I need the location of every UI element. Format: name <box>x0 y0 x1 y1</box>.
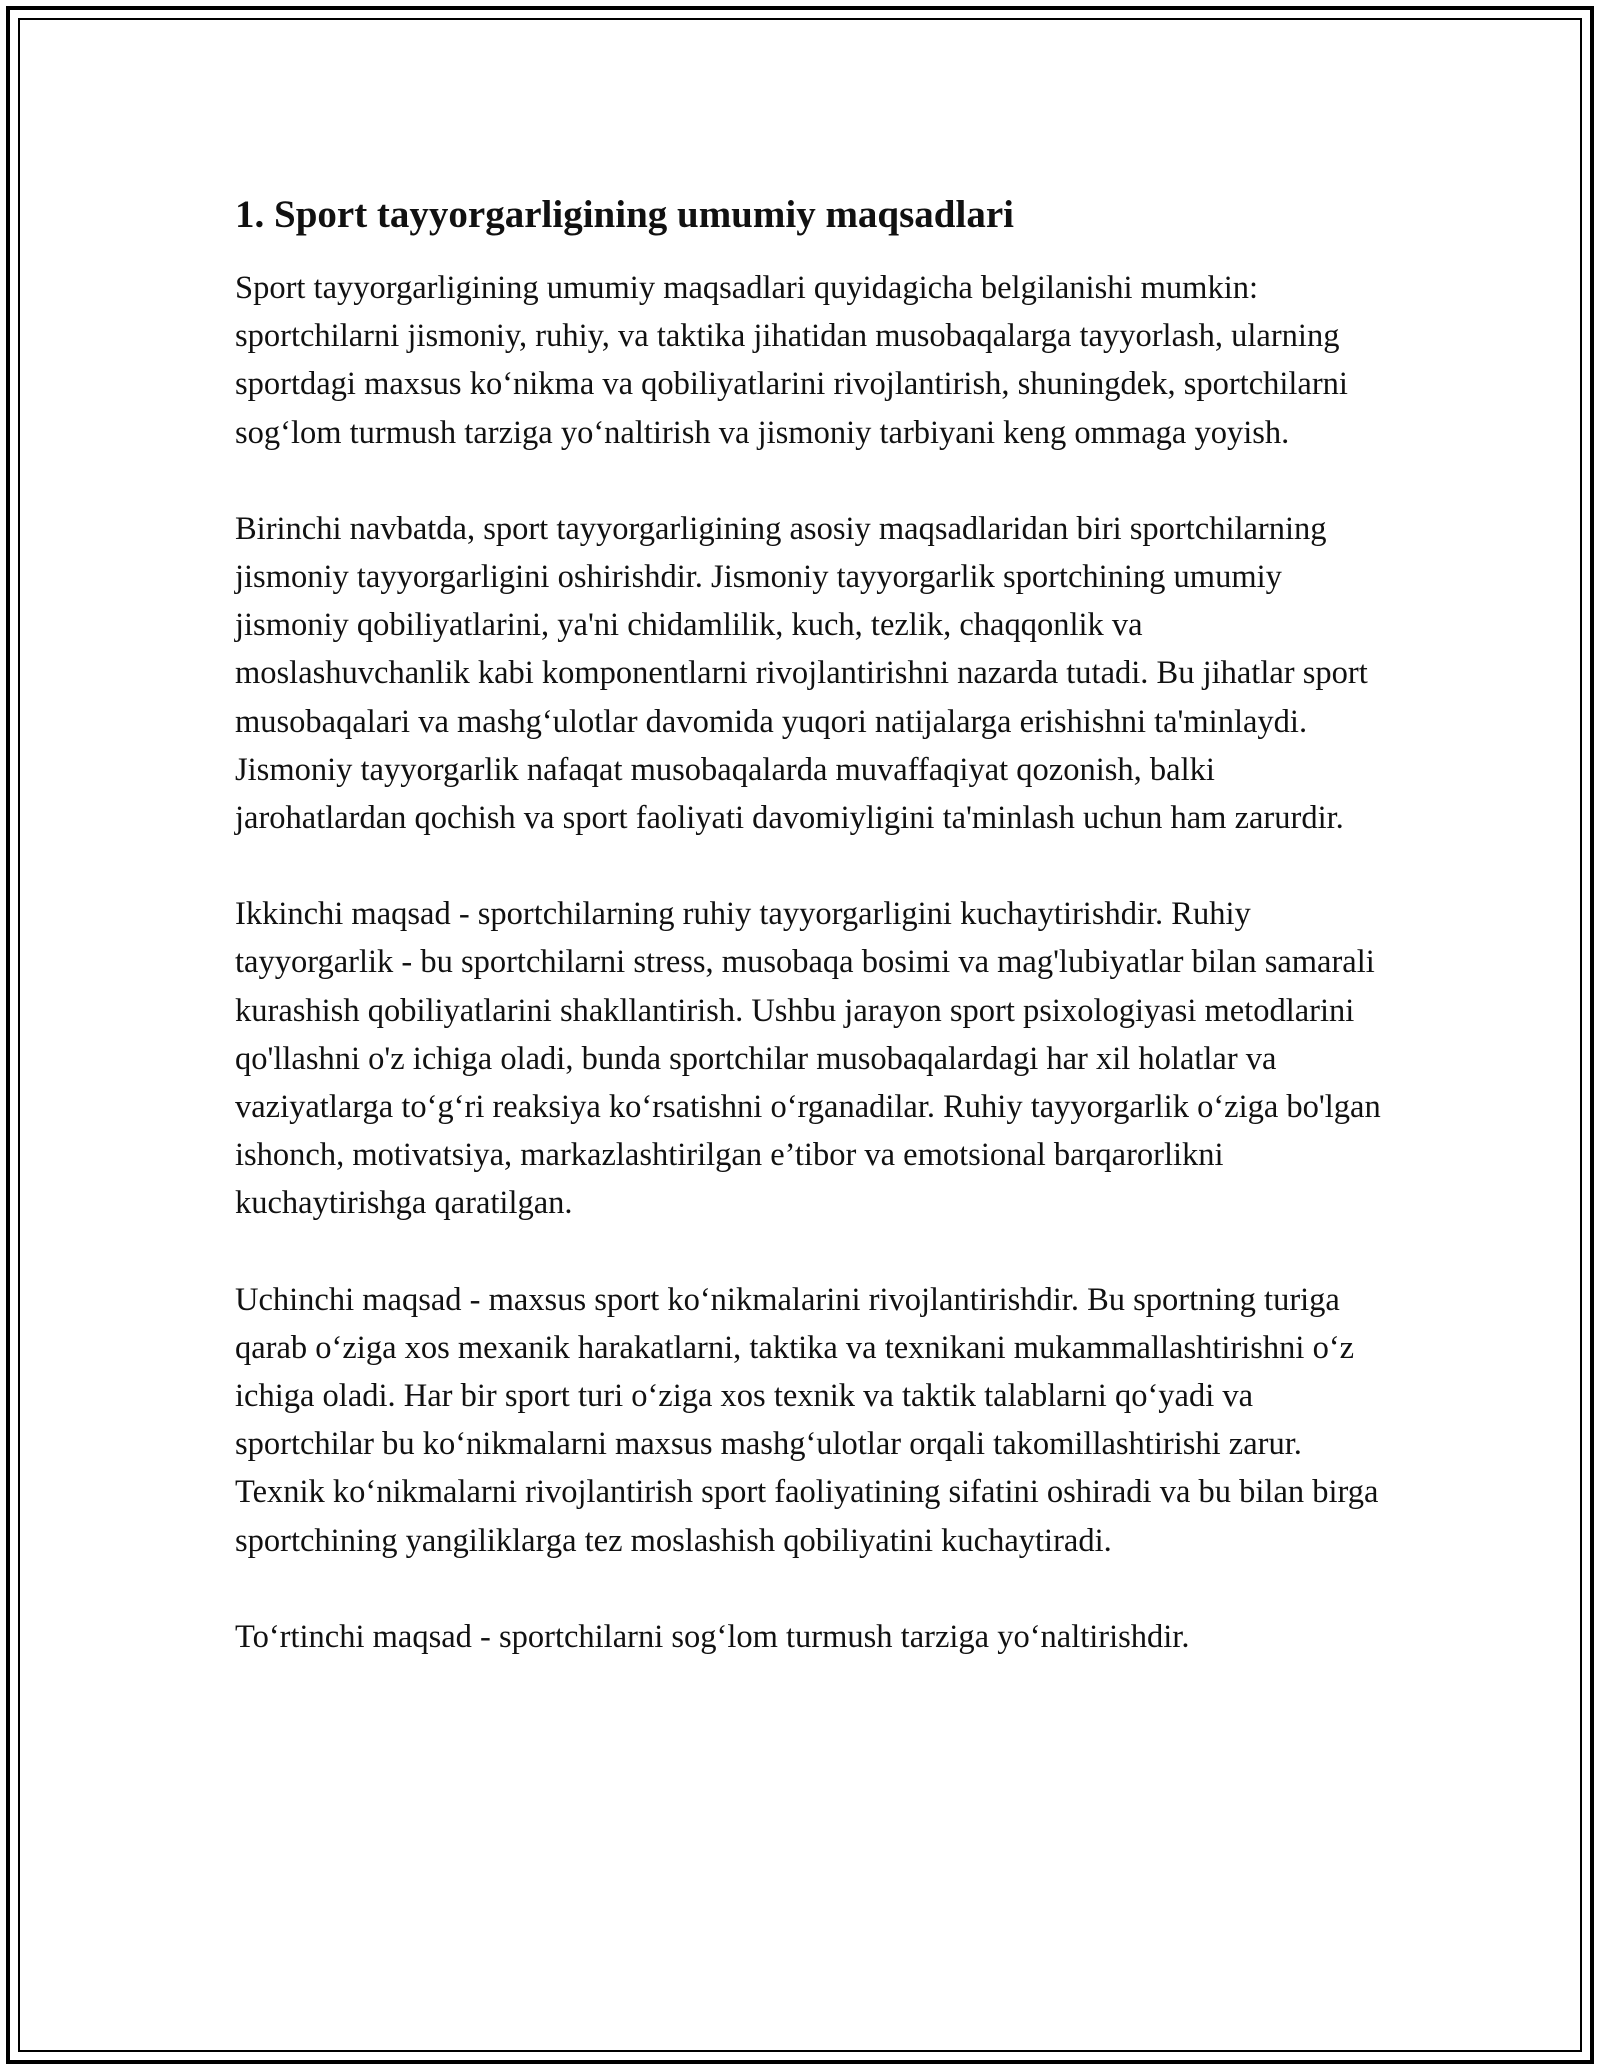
document-body <box>235 188 1385 1661</box>
section-title: 1. Sport tayyorgarligining umumiy maqsadlari <box>235 193 1014 236</box>
paragraph-healthy-lifestyle: Toʻrtinchi maqsad - sportchilarni sogʻlom turmush tarziga yoʻnaltirishdir. <box>235 1618 1190 1655</box>
paragraph-physical-preparation: Birinchi navbatda, sport tayyorgarligining asosiy maqsadlaridan biri sportchilarning jismoniy tayyorgarligini oshirishdir. Jismoniy tayyorgarlik sportchining umumiy jismoniy qobiliyatlarini, ya'ni chidamlilik, kuch, tezlik, chaqqonlik va moslashuvchanlik kabi komponentlarni rivojlantirishni nazarda tutadi. Bu jihatlar sport musobaqalari va mashgʻulotlar davomida yuqori natijalarga erishishni ta'minlaydi. Jismoniy tayyorgarlik nafaqat musobaqalarda muvaffaqiyat qozonish, balki jarohatlardan qochish va sport faoliyati davomiyligini ta'minlash uchun ham zarurdir. <box>235 510 1368 837</box>
paragraph-mental-preparation: Ikkinchi maqsad - sportchilarning ruhiy tayyorgarligini kuchaytirishdir. Ruhiy tayyorgarlik - bu sportchilarni stress, musobaqa bosimi va mag'lubiyatlar bilan samarali kurashish qobiliyatlarini shakllantirish. Ushbu jarayon sport psixologiyasi metodlarini qo'llashni o'z ichiga oladi, bunda sportchilar musobaqalardagi har xil holatlar va vaziyatlarga toʻgʻri reaksiya koʻrsatishni oʻrganadilar. Ruhiy tayyorgarlik oʻziga bo'lgan ishonch, motivatsiya, markazlashtirilgan e’tibor va emotsional barqarorlikni kuchaytirishga qaratilgan. <box>235 896 1381 1222</box>
paragraph-general-goals: Sport tayyorgarligining umumiy maqsadlari quyidagicha belgilanishi mumkin: sportchilarni jismoniy, ruhiy, va taktika jihatidan musobaqalarga tayyorlash, ularning sportdagi maxsus koʻnikma va qobiliyatlarini rivojlantirish, shuningdek, sportchilarni sogʻlom turmush tarziga yoʻnaltirish va jismoniy tarbiyani keng ommaga yoyish. <box>235 270 1348 451</box>
paragraph-special-skills: Uchinchi maqsad - maxsus sport koʻnikmalarini rivojlantirishdir. Bu sportning turiga qarab oʻziga xos mexanik harakatlarni, taktika va texnikani mukammallashtirishni oʻz ichiga oladi. Har bir sport turi oʻziga xos texnik va taktik talablarni qoʻyadi va sportchilar bu koʻnikmalarni maxsus mashgʻulotlar orqali takomillashtirishi zarur. Texnik koʻnikmalarni rivojlantirish sport faoliyatining sifatini oshiradi va bu bilan birga sportchining yangiliklarga tez moslashish qobiliyatini kuchaytiradi. <box>235 1281 1379 1559</box>
